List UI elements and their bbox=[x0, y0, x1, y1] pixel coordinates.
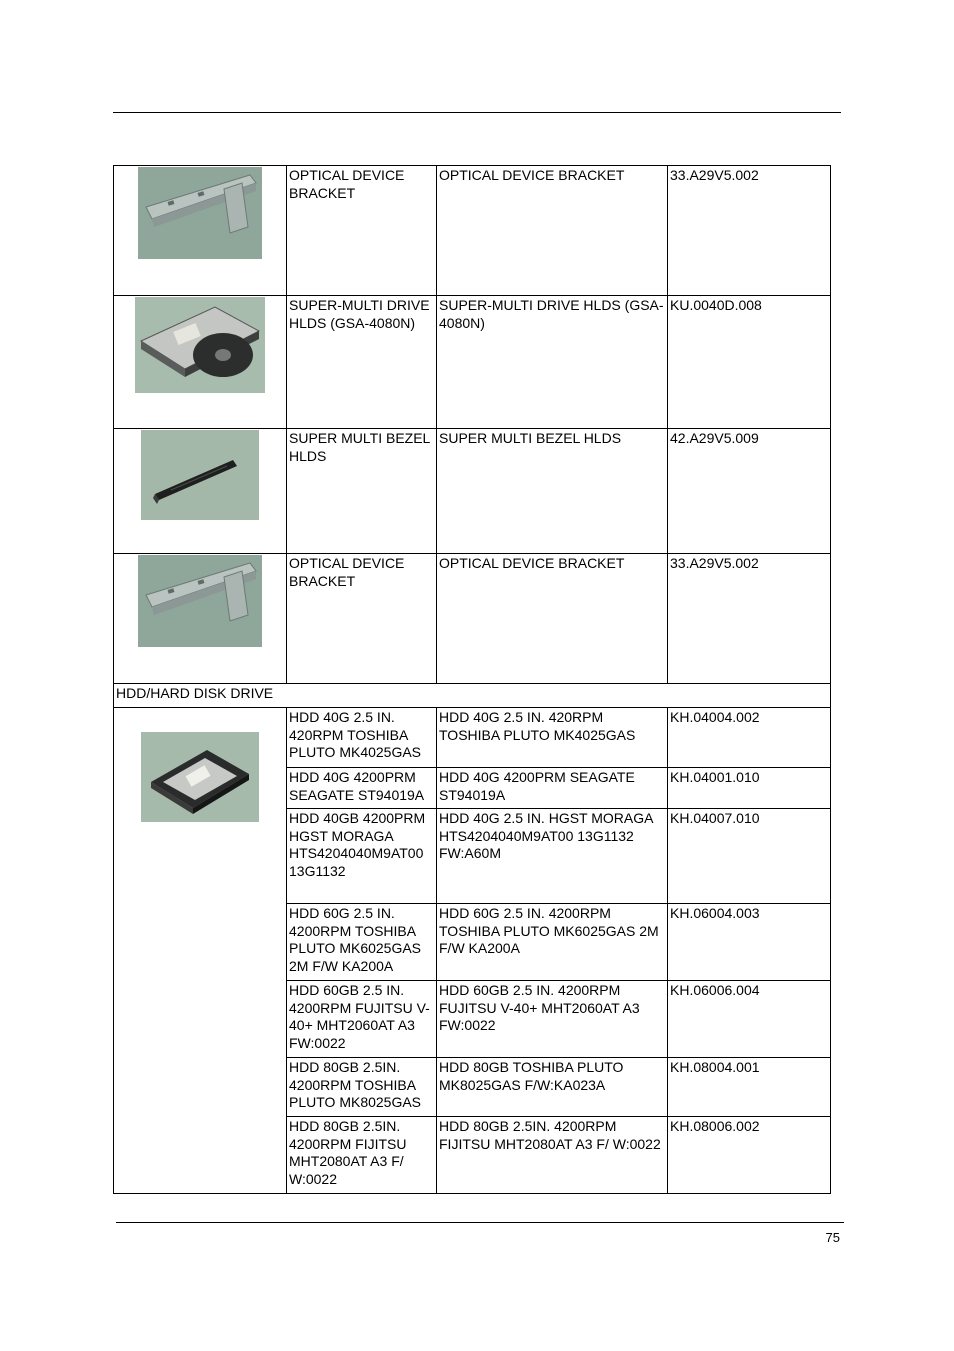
hard-disk-photo bbox=[141, 732, 259, 822]
table-row bbox=[114, 166, 831, 296]
part-description: OPTICAL DEVICE BRACKET bbox=[437, 554, 668, 684]
part-description: HDD 40G 4200PRM SEAGATE ST94019A bbox=[437, 768, 668, 809]
bracket-photo bbox=[138, 555, 262, 647]
part-number: KH.04004.002 bbox=[668, 708, 831, 768]
part-name: HDD 80GB 2.5IN. 4200RPM TOSHIBA PLUTO MK8025GAS bbox=[287, 1058, 437, 1117]
part-image-cell bbox=[114, 166, 287, 296]
section-title: HDD/HARD DISK DRIVE bbox=[114, 684, 831, 708]
part-number: 42.A29V5.009 bbox=[668, 429, 831, 554]
part-description: HDD 40G 2.5 IN. HGST MORAGA HTS4204040M9AT00 13G1132 FW:A60M bbox=[437, 809, 668, 904]
page-number: 75 bbox=[825, 1230, 840, 1245]
part-name: HDD 40G 4200PRM SEAGATE ST94019A bbox=[287, 768, 437, 809]
table-row bbox=[114, 554, 831, 684]
part-image-cell bbox=[114, 708, 287, 1194]
part-description: HDD 60G 2.5 IN. 4200RPM TOSHIBA PLUTO MK6025GAS 2M F/W KA200A bbox=[437, 904, 668, 981]
part-description: HDD 60GB 2.5 IN. 4200RPM FUJITSU V-40+ MHT2060AT A3 FW:0022 bbox=[437, 981, 668, 1058]
part-name: HDD 80GB 2.5IN. 4200RPM FIJITSU MHT2080AT A3 F/ W:0022 bbox=[287, 1117, 437, 1194]
part-image-cell bbox=[114, 429, 287, 554]
part-image-cell bbox=[114, 296, 287, 429]
footer-rule bbox=[116, 1222, 844, 1223]
header-rule bbox=[113, 112, 841, 113]
part-description: SUPER MULTI BEZEL HLDS bbox=[437, 429, 668, 554]
part-name: OPTICAL DEVICE BRACKET bbox=[287, 166, 437, 296]
part-image-cell bbox=[114, 554, 287, 684]
part-description: HDD 80GB TOSHIBA PLUTO MK8025GAS F/W:KA023A bbox=[437, 1058, 668, 1117]
part-description: SUPER-MULTI DRIVE HLDS (GSA-4080N) bbox=[437, 296, 668, 429]
part-name: HDD 60GB 2.5 IN. 4200RPM FUJITSU V-40+ MHT2060AT A3 FW:0022 bbox=[287, 981, 437, 1058]
table-row bbox=[114, 296, 831, 429]
part-number: KU.0040D.008 bbox=[668, 296, 831, 429]
table-row bbox=[114, 429, 831, 554]
section-row bbox=[114, 684, 831, 708]
table-row bbox=[114, 708, 831, 768]
part-number: KH.08006.002 bbox=[668, 1117, 831, 1194]
parts-table bbox=[113, 165, 831, 1194]
part-name: HDD 40GB 4200PRM HGST MORAGA HTS4204040M9AT00 13G1132 bbox=[287, 809, 437, 904]
part-number: KH.06006.004 bbox=[668, 981, 831, 1058]
part-number: 33.A29V5.002 bbox=[668, 166, 831, 296]
part-number: 33.A29V5.002 bbox=[668, 554, 831, 684]
part-name: HDD 40G 2.5 IN. 420RPM TOSHIBA PLUTO MK4025GAS bbox=[287, 708, 437, 768]
part-description: HDD 40G 2.5 IN. 420RPM TOSHIBA PLUTO MK4025GAS bbox=[437, 708, 668, 768]
part-number: KH.06004.003 bbox=[668, 904, 831, 981]
part-name: HDD 60G 2.5 IN. 4200RPM TOSHIBA PLUTO MK6025GAS 2M F/W KA200A bbox=[287, 904, 437, 981]
part-name: SUPER-MULTI DRIVE HLDS (GSA-4080N) bbox=[287, 296, 437, 429]
part-name: SUPER MULTI BEZEL HLDS bbox=[287, 429, 437, 554]
bezel-photo bbox=[141, 430, 259, 520]
part-number: KH.08004.001 bbox=[668, 1058, 831, 1117]
part-number: KH.04007.010 bbox=[668, 809, 831, 904]
part-description: HDD 80GB 2.5IN. 4200RPM FIJITSU MHT2080AT A3 F/ W:0022 bbox=[437, 1117, 668, 1194]
part-description: OPTICAL DEVICE BRACKET bbox=[437, 166, 668, 296]
bracket-photo bbox=[138, 167, 262, 259]
part-number: KH.04001.010 bbox=[668, 768, 831, 809]
optical-drive-photo bbox=[135, 297, 265, 393]
part-name: OPTICAL DEVICE BRACKET bbox=[287, 554, 437, 684]
